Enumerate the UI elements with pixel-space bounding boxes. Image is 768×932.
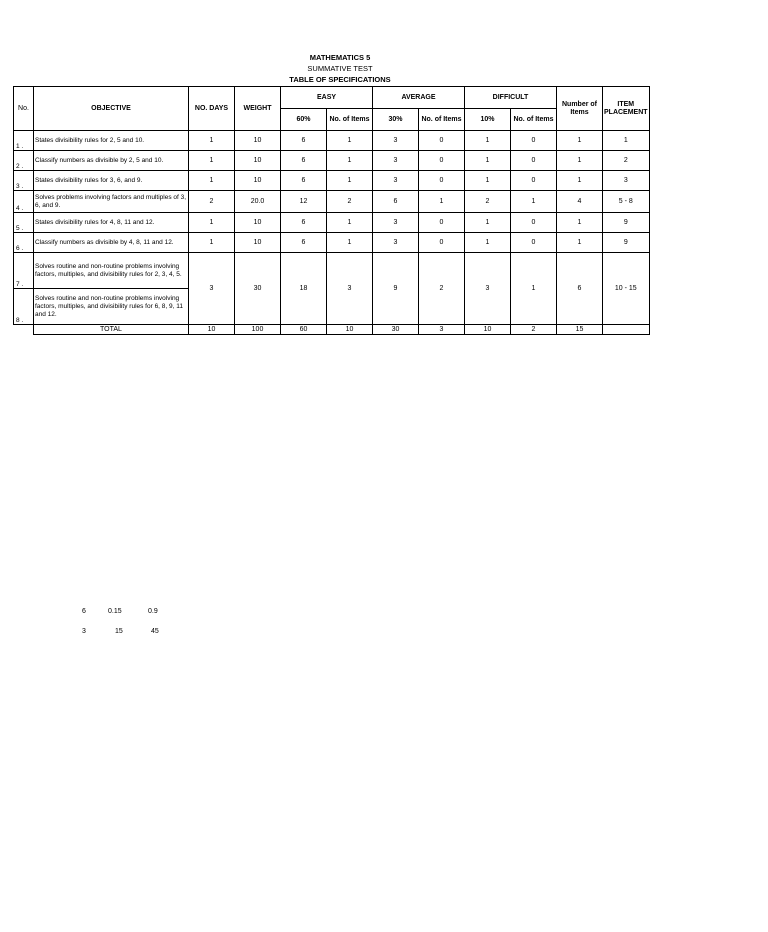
table-row bbox=[14, 213, 650, 233]
row-num-items: 1 bbox=[557, 171, 603, 191]
row-avg-items: 0 bbox=[419, 233, 465, 253]
row-diff-pct: 1 bbox=[465, 213, 511, 233]
total-row bbox=[14, 325, 650, 335]
header-easy-pct: 60% bbox=[281, 109, 327, 131]
table-row bbox=[14, 131, 650, 151]
extra-value: 3 bbox=[82, 628, 86, 635]
row-days: 3 bbox=[189, 253, 235, 325]
total-avg-pct: 30 bbox=[373, 325, 419, 335]
row-weight: 20.0 bbox=[235, 191, 281, 213]
table-row bbox=[14, 191, 650, 213]
row-easy-pct: 18 bbox=[281, 253, 327, 325]
row-days: 2 bbox=[189, 191, 235, 213]
row-easy-pct: 12 bbox=[281, 191, 327, 213]
row-days: 1 bbox=[189, 151, 235, 171]
row-avg-pct: 6 bbox=[373, 191, 419, 213]
row-easy-pct: 6 bbox=[281, 233, 327, 253]
row-diff-items: 0 bbox=[511, 233, 557, 253]
row-diff-items: 1 bbox=[511, 253, 557, 325]
row-weight: 10 bbox=[235, 151, 281, 171]
header-average: AVERAGE bbox=[373, 87, 465, 109]
row-number: 6 . bbox=[14, 233, 34, 253]
table-row bbox=[14, 253, 650, 289]
header-item-placement: ITEM PLACEMENT bbox=[603, 87, 650, 131]
row-avg-items: 0 bbox=[419, 131, 465, 151]
table-row bbox=[14, 171, 650, 191]
row-easy-pct: 6 bbox=[281, 151, 327, 171]
row-diff-items: 0 bbox=[511, 151, 557, 171]
row-placement: 3 bbox=[603, 171, 650, 191]
row-objective: States divisibility rules for 3, 6, and 9. bbox=[34, 171, 189, 191]
header-diff-items: No. of Items bbox=[511, 109, 557, 131]
row-easy-pct: 6 bbox=[281, 213, 327, 233]
row-easy-items: 1 bbox=[327, 233, 373, 253]
title-block bbox=[0, 52, 680, 85]
row-avg-pct: 3 bbox=[373, 151, 419, 171]
row-objective: Classify numbers as divisible by 4, 8, 11 and 12. bbox=[34, 233, 189, 253]
row-placement: 9 bbox=[603, 233, 650, 253]
header-days: NO. DAYS bbox=[189, 87, 235, 131]
doc-subtitle: SUMMATIVE TEST bbox=[307, 64, 373, 73]
row-weight: 10 bbox=[235, 171, 281, 191]
row-easy-items: 1 bbox=[327, 213, 373, 233]
specifications-table bbox=[13, 86, 650, 335]
row-avg-items: 2 bbox=[419, 253, 465, 325]
total-diff-pct: 10 bbox=[465, 325, 511, 335]
extra-value: 0.9 bbox=[148, 608, 158, 615]
row-weight: 10 bbox=[235, 213, 281, 233]
header-diff-pct: 10% bbox=[465, 109, 511, 131]
extra-value: 0.15 bbox=[108, 608, 122, 615]
row-days: 1 bbox=[189, 131, 235, 151]
total-weight: 100 bbox=[235, 325, 281, 335]
row-diff-items: 1 bbox=[511, 191, 557, 213]
total-diff-items: 2 bbox=[511, 325, 557, 335]
row-diff-items: 0 bbox=[511, 171, 557, 191]
header-objective: OBJECTIVE bbox=[34, 87, 189, 131]
row-avg-pct: 3 bbox=[373, 131, 419, 151]
row-avg-pct: 3 bbox=[373, 233, 419, 253]
row-number: 7 . bbox=[14, 253, 34, 289]
row-diff-pct: 1 bbox=[465, 171, 511, 191]
row-num-items: 1 bbox=[557, 131, 603, 151]
row-number: 3 . bbox=[14, 171, 34, 191]
row-avg-items: 1 bbox=[419, 191, 465, 213]
row-placement: 10 - 15 bbox=[603, 253, 650, 325]
row-diff-pct: 3 bbox=[465, 253, 511, 325]
row-num-items: 6 bbox=[557, 253, 603, 325]
header-weight: WEIGHT bbox=[235, 87, 281, 131]
row-objective: Solves routine and non-routine problems involving factors, multiples, and divisibility rules for 6, 8, 9, 11 and 12. bbox=[34, 289, 189, 325]
row-placement: 2 bbox=[603, 151, 650, 171]
header-avg-pct: 30% bbox=[373, 109, 419, 131]
doc-title: MATHEMATICS 5 bbox=[309, 53, 371, 62]
row-placement: 5 - 8 bbox=[603, 191, 650, 213]
row-weight: 10 bbox=[235, 131, 281, 151]
row-days: 1 bbox=[189, 213, 235, 233]
row-easy-items: 1 bbox=[327, 171, 373, 191]
row-weight: 10 bbox=[235, 233, 281, 253]
row-objective: States divisibility rules for 2, 5 and 10. bbox=[34, 131, 189, 151]
row-easy-items: 3 bbox=[327, 253, 373, 325]
row-easy-pct: 6 bbox=[281, 131, 327, 151]
row-number: 2 . bbox=[14, 151, 34, 171]
row-diff-items: 0 bbox=[511, 213, 557, 233]
total-avg-items: 3 bbox=[419, 325, 465, 335]
row-num-items: 1 bbox=[557, 151, 603, 171]
extra-value: 6 bbox=[82, 608, 86, 615]
header-number-of-items: Number of Items bbox=[557, 87, 603, 131]
row-number: 4 . bbox=[14, 191, 34, 213]
row-avg-pct: 9 bbox=[373, 253, 419, 325]
table-row bbox=[14, 233, 650, 253]
row-diff-pct: 1 bbox=[465, 151, 511, 171]
row-number: 1 . bbox=[14, 131, 34, 151]
row-avg-pct: 3 bbox=[373, 171, 419, 191]
header-avg-items: No. of Items bbox=[419, 109, 465, 131]
row-easy-items: 2 bbox=[327, 191, 373, 213]
row-objective: Solves routine and non-routine problems involving factors, multiples, and divisibility rules for 2, 3, 4, 5. bbox=[34, 253, 189, 289]
row-placement: 1 bbox=[603, 131, 650, 151]
header-easy-items: No. of Items bbox=[327, 109, 373, 131]
row-diff-pct: 2 bbox=[465, 191, 511, 213]
row-number: 8 . bbox=[14, 289, 34, 325]
row-num-items: 4 bbox=[557, 191, 603, 213]
row-diff-items: 0 bbox=[511, 131, 557, 151]
total-num-items: 15 bbox=[557, 325, 603, 335]
total-easy-items: 10 bbox=[327, 325, 373, 335]
total-placement bbox=[603, 325, 650, 335]
total-days: 10 bbox=[189, 325, 235, 335]
doc-table-title: TABLE OF SPECIFICATIONS bbox=[289, 75, 391, 84]
row-easy-items: 1 bbox=[327, 131, 373, 151]
row-days: 1 bbox=[189, 171, 235, 191]
row-avg-pct: 3 bbox=[373, 213, 419, 233]
header-easy: EASY bbox=[281, 87, 373, 109]
row-avg-items: 0 bbox=[419, 213, 465, 233]
row-diff-pct: 1 bbox=[465, 233, 511, 253]
row-num-items: 1 bbox=[557, 233, 603, 253]
table-row bbox=[14, 151, 650, 171]
extra-value: 15 bbox=[115, 628, 123, 635]
row-objective: Classify numbers as divisible by 2, 5 and 10. bbox=[34, 151, 189, 171]
row-objective: Solves problems involving factors and multiples of 3, 6, and 9. bbox=[34, 191, 189, 213]
extra-value: 45 bbox=[151, 628, 159, 635]
row-avg-items: 0 bbox=[419, 151, 465, 171]
header-difficult: DIFFICULT bbox=[465, 87, 557, 109]
row-days: 1 bbox=[189, 233, 235, 253]
row-placement: 9 bbox=[603, 213, 650, 233]
row-easy-items: 1 bbox=[327, 151, 373, 171]
header-no: No. bbox=[14, 87, 34, 131]
row-easy-pct: 6 bbox=[281, 171, 327, 191]
row-number: 5 . bbox=[14, 213, 34, 233]
total-label: TOTAL bbox=[34, 325, 189, 335]
total-easy-pct: 60 bbox=[281, 325, 327, 335]
row-diff-pct: 1 bbox=[465, 131, 511, 151]
row-weight: 30 bbox=[235, 253, 281, 325]
row-avg-items: 0 bbox=[419, 171, 465, 191]
row-num-items: 1 bbox=[557, 213, 603, 233]
row-objective: States divisibility rules for 4, 8, 11 and 12. bbox=[34, 213, 189, 233]
